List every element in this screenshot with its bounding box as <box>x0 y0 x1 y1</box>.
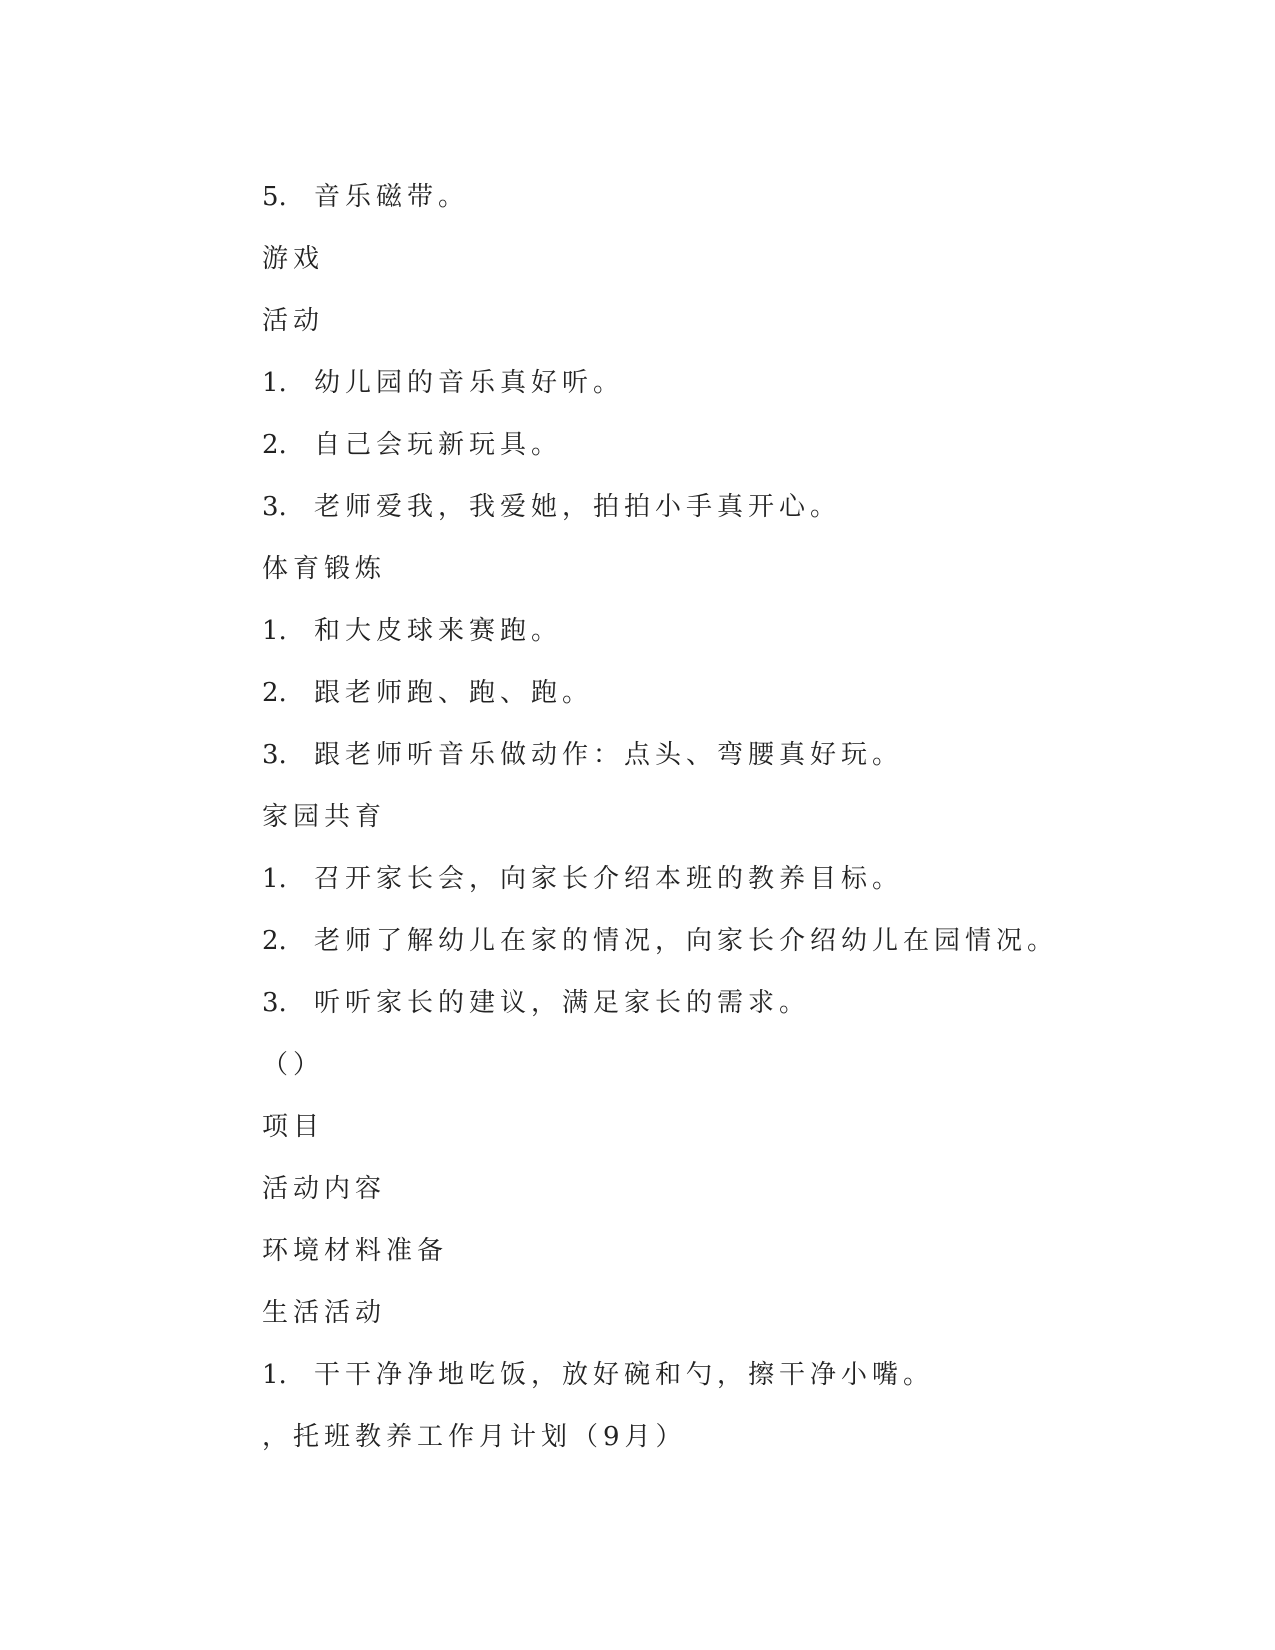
heading-text: 体育锻炼 <box>262 554 387 584</box>
heading-text: 生活活动 <box>262 1298 387 1328</box>
item-text: 幼儿园的音乐真好听。 <box>314 368 625 398</box>
item-number: 3. <box>262 740 287 770</box>
plan-title-line <box>262 1406 1162 1468</box>
section-heading <box>262 290 1162 352</box>
document-body <box>262 166 1162 1468</box>
section-heading <box>262 228 1162 290</box>
item-text: 老师爱我，我爱她，拍拍小手真开心。 <box>314 492 842 522</box>
list-item <box>262 414 1162 476</box>
item-text: 老师了解幼儿在家的情况，向家长介绍幼儿在园情况。 <box>314 926 1059 956</box>
heading-text: 环境材料准备 <box>262 1236 449 1266</box>
list-item <box>262 972 1162 1034</box>
item-text: 和大皮球来赛跑。 <box>314 616 563 646</box>
section-heading <box>262 1282 1162 1344</box>
item-text: 干干净净地吃饭，放好碗和勺，擦干净小嘴。 <box>314 1360 935 1390</box>
heading-text: 活动内容 <box>262 1174 387 1204</box>
item-number: 2. <box>262 926 287 956</box>
paren-text: （） <box>262 1050 325 1080</box>
heading-text: 家园共育 <box>262 802 387 832</box>
section-heading <box>262 1158 1162 1220</box>
item-text: 跟老师跑、跑、跑。 <box>314 678 594 708</box>
heading-text: 项目 <box>262 1112 325 1142</box>
section-heading <box>262 786 1162 848</box>
item-number: 1. <box>262 864 287 894</box>
heading-text: 活动 <box>262 306 325 336</box>
plan-title-text: ，托班教养工作月计划（9月） <box>262 1422 687 1452</box>
item-number: 2. <box>262 678 287 708</box>
item-text: 音乐磁带。 <box>314 182 470 212</box>
section-heading <box>262 1096 1162 1158</box>
list-item <box>262 848 1162 910</box>
list-item <box>262 476 1162 538</box>
list-item <box>262 600 1162 662</box>
list-item <box>262 1344 1162 1406</box>
item-number: 1. <box>262 1360 287 1390</box>
section-heading <box>262 538 1162 600</box>
item-number: 1. <box>262 368 287 398</box>
list-item <box>262 662 1162 724</box>
item-number: 1. <box>262 616 287 646</box>
item-number: 2. <box>262 430 287 460</box>
list-item <box>262 724 1162 786</box>
list-item <box>262 352 1162 414</box>
item-text: 召开家长会，向家长介绍本班的教养目标。 <box>314 864 904 894</box>
list-item <box>262 910 1162 972</box>
paren-line <box>262 1034 1162 1096</box>
item-text: 自己会玩新玩具。 <box>314 430 563 460</box>
item-text: 听听家长的建议，满足家长的需求。 <box>314 988 811 1018</box>
list-item <box>262 166 1162 228</box>
heading-text: 游戏 <box>262 244 325 274</box>
item-number: 5. <box>262 182 287 212</box>
item-number: 3. <box>262 492 287 522</box>
item-text: 跟老师听音乐做动作：点头、弯腰真好玩。 <box>314 740 904 770</box>
section-heading <box>262 1220 1162 1282</box>
item-number: 3. <box>262 988 287 1018</box>
